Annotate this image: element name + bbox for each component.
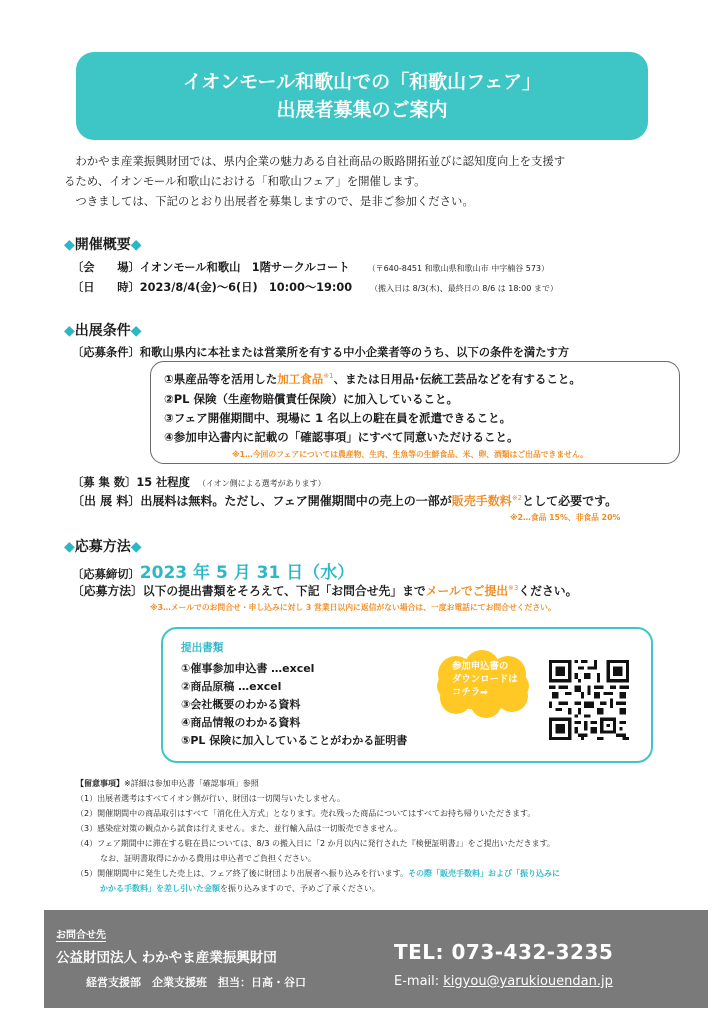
diamond-icon: ◆ (64, 323, 75, 339)
contact-email (394, 974, 613, 989)
requirement-label: 〔応募条件〕 (72, 346, 140, 359)
note-item-continued (76, 881, 676, 896)
date-value: 2023/8/4(金)～6(日) 10:00～19:00 (139, 281, 353, 294)
note-2: ※2…食品 15%、非食品 20% (510, 513, 621, 522)
qr-code-icon[interactable] (549, 660, 629, 740)
note-5-highlight: その際「販売手数料」および「振り込みに (408, 869, 561, 878)
contact-phone[interactable]: TEL: 073-432-3235 (394, 940, 614, 964)
count-row (72, 474, 326, 490)
fee-highlight: 販売手数料 (451, 494, 512, 508)
cloud-line-1: 参加申込書の (452, 661, 509, 672)
venue-label: 〔会 場〕 (72, 261, 140, 274)
note-5b-highlight: かかる手数料」を差し引いた金額 (100, 884, 220, 893)
contact-label: お問合せ先 (56, 926, 106, 942)
documents-title: 提出書類 (181, 642, 224, 654)
overview-title: 開催概要 (74, 237, 131, 253)
method-row (72, 582, 577, 599)
cloud-line-3: コチラ➡ (452, 687, 488, 698)
document-item: ①催事参加申込書 …excel (181, 662, 315, 675)
date-label: 〔日 時〕 (72, 281, 140, 294)
contact-department: 経営支援部 企業支援班 担当：日高・谷口 (86, 976, 306, 989)
note-item-continued: なお、証明書取得にかかる費用は申込者でご負担ください。 (100, 854, 316, 863)
method-highlight: メールでご提出 (425, 584, 509, 598)
count-value: 15 社程度 (136, 476, 190, 489)
condition-2: ②PL 保険（生産物賠償責任保険）に加入していること。 (164, 392, 458, 406)
intro-line-2: るため、イオンモール和歌山における「和歌山フェア」を開催します。 (64, 174, 426, 188)
venue-value: イオンモール和歌山 1階サークルコート (139, 261, 350, 274)
download-cloud-text[interactable] (452, 660, 542, 699)
document-item: ④商品情報のわかる資料 (181, 716, 301, 729)
document-item: ②商品原稿 …excel (181, 680, 282, 693)
fee-row (72, 492, 617, 509)
email-link[interactable]: kigyou@yarukiouendan.jp (443, 974, 613, 989)
diamond-icon: ◆ (130, 323, 142, 339)
diamond-icon: ◆ (64, 237, 75, 253)
cloud-line-2: ダウンロードは (452, 674, 518, 685)
diamond-icon: ◆ (64, 539, 75, 555)
condition-3: ③フェア開催期間中、現場に 1 名以上の駐在員を派遣できること。 (164, 411, 512, 425)
venue-address: （〒640-8451 和歌山県和歌山市 中字楠谷 573） (367, 264, 550, 273)
fee-sup: ※2 (511, 494, 523, 502)
condition-1-sup: ※1 (323, 372, 334, 381)
note-3: ※3…メールでのお問合せ・申し込みに対し 3 営業日以内に返信がない場合は、一度お電話にてお問合せください。 (150, 603, 556, 612)
section-title-conditions (64, 320, 142, 340)
contact-footer (44, 910, 708, 1008)
intro-line-1: わかやま産業振興財団では、県内企業の魅力ある自社商品の販路開拓並びに認知度向上を支援す (64, 154, 566, 168)
condition-4: ④参加申込書内に記載の「確認事項」にすべて同意いただけること。 (164, 430, 519, 444)
note-item: （4）フェア期間中に滞在する駐在員については、8/3 の搬入日に「2 か月以内に発行された『検便証明書』」をご提出いただきます。 (76, 839, 555, 848)
document-item: ③会社概要のわかる資料 (181, 698, 301, 711)
title-banner (76, 52, 648, 140)
requirement-value: 和歌山県内に本社または営業所を有する中小企業者等のうち、以下の条件を満たす方 (139, 346, 570, 359)
note-1: ※1…今回のフェアについては農産物、生肉、生魚等の生鮮食品、米、卵、酒類はご出品できません。 (232, 450, 588, 459)
requirement-row (72, 344, 569, 360)
email-prefix: E-mail: (394, 974, 444, 989)
note-item (76, 866, 676, 881)
method-sup: ※3 (508, 584, 519, 593)
condition-1-pre: ①県産品等を活用した (164, 372, 278, 386)
title-line-1: イオンモール和歌山での「和歌山フェア」 (182, 71, 542, 93)
fee-post: として必要です。 (522, 494, 618, 508)
section-title-overview (64, 234, 142, 254)
document-item: ⑤PL 保険に加入していることがわかる証明書 (181, 734, 408, 747)
count-label: 〔募 集 数〕 (72, 476, 137, 489)
intro-line-3: つきましては、下記のとおり出展者を募集しますので、是非ご参加ください。 (64, 194, 474, 208)
condition-1-post: 、または日用品･伝統工芸品などを有すること。 (333, 372, 581, 386)
date-row (72, 279, 558, 295)
deadline-value: 2023 年 5 月 31 日（水） (139, 563, 355, 583)
intro-text (64, 151, 664, 211)
method-pre: 以下の提出書類をそろえて、下記「お問合せ先」まで (142, 584, 426, 598)
count-note: （イオン側による選考があります） (197, 479, 326, 488)
apply-title: 応募方法 (74, 539, 131, 555)
notes-section (76, 776, 676, 896)
notes-heading-bold: 【留意事項】 (76, 779, 124, 788)
date-note: （搬入日は 8/3(木)、最終日の 8/6 は 18:00 まで） (370, 284, 558, 293)
method-post: ください。 (518, 584, 578, 598)
title-line-2: 出展者募集のご案内 (276, 99, 448, 121)
deadline-label: 〔応募締切〕 (72, 568, 140, 581)
note-5b-post: を振り込みますので、予めご了承ください。 (220, 884, 380, 893)
note-item: （1）出展者選考はすべてイオン側が行い、財団は一切関与いたしません。 (76, 794, 346, 803)
notes-heading (76, 776, 676, 791)
note-item: （3）感染症対策の観点から試食は行えません。また、並行輸入品は一切販売できません。 (76, 824, 403, 833)
fee-label: 〔出 展 料〕 (72, 494, 141, 508)
note-5-pre: （5）開催期間中に発生した売上は、フェア終了後に財団より出展者へ振り込みを行います。 (76, 869, 409, 878)
notes-heading-rest: ※詳細は参加申込書「確認事項」参照 (124, 779, 259, 788)
note-item: （2）開催期間中の商品取引はすべて「消化仕入方式」となります。売れ残った商品についてはすべてお持ち帰りいただきます。 (76, 809, 536, 818)
contact-organization: 公益財団法人 わかやま産業振興財団 (56, 950, 277, 966)
deadline-row (72, 558, 354, 583)
condition-1-highlight: 加工食品 (277, 372, 324, 386)
diamond-icon: ◆ (130, 539, 142, 555)
method-label: 〔応募方法〕 (72, 584, 143, 598)
conditions-title: 出展条件 (74, 323, 131, 339)
condition-1 (164, 371, 581, 387)
diamond-icon: ◆ (130, 237, 142, 253)
fee-pre: 出展料は無料。ただし、フェア開催期間中の売上の一部が (140, 494, 452, 508)
venue-row (72, 259, 549, 275)
section-title-apply (64, 536, 142, 556)
